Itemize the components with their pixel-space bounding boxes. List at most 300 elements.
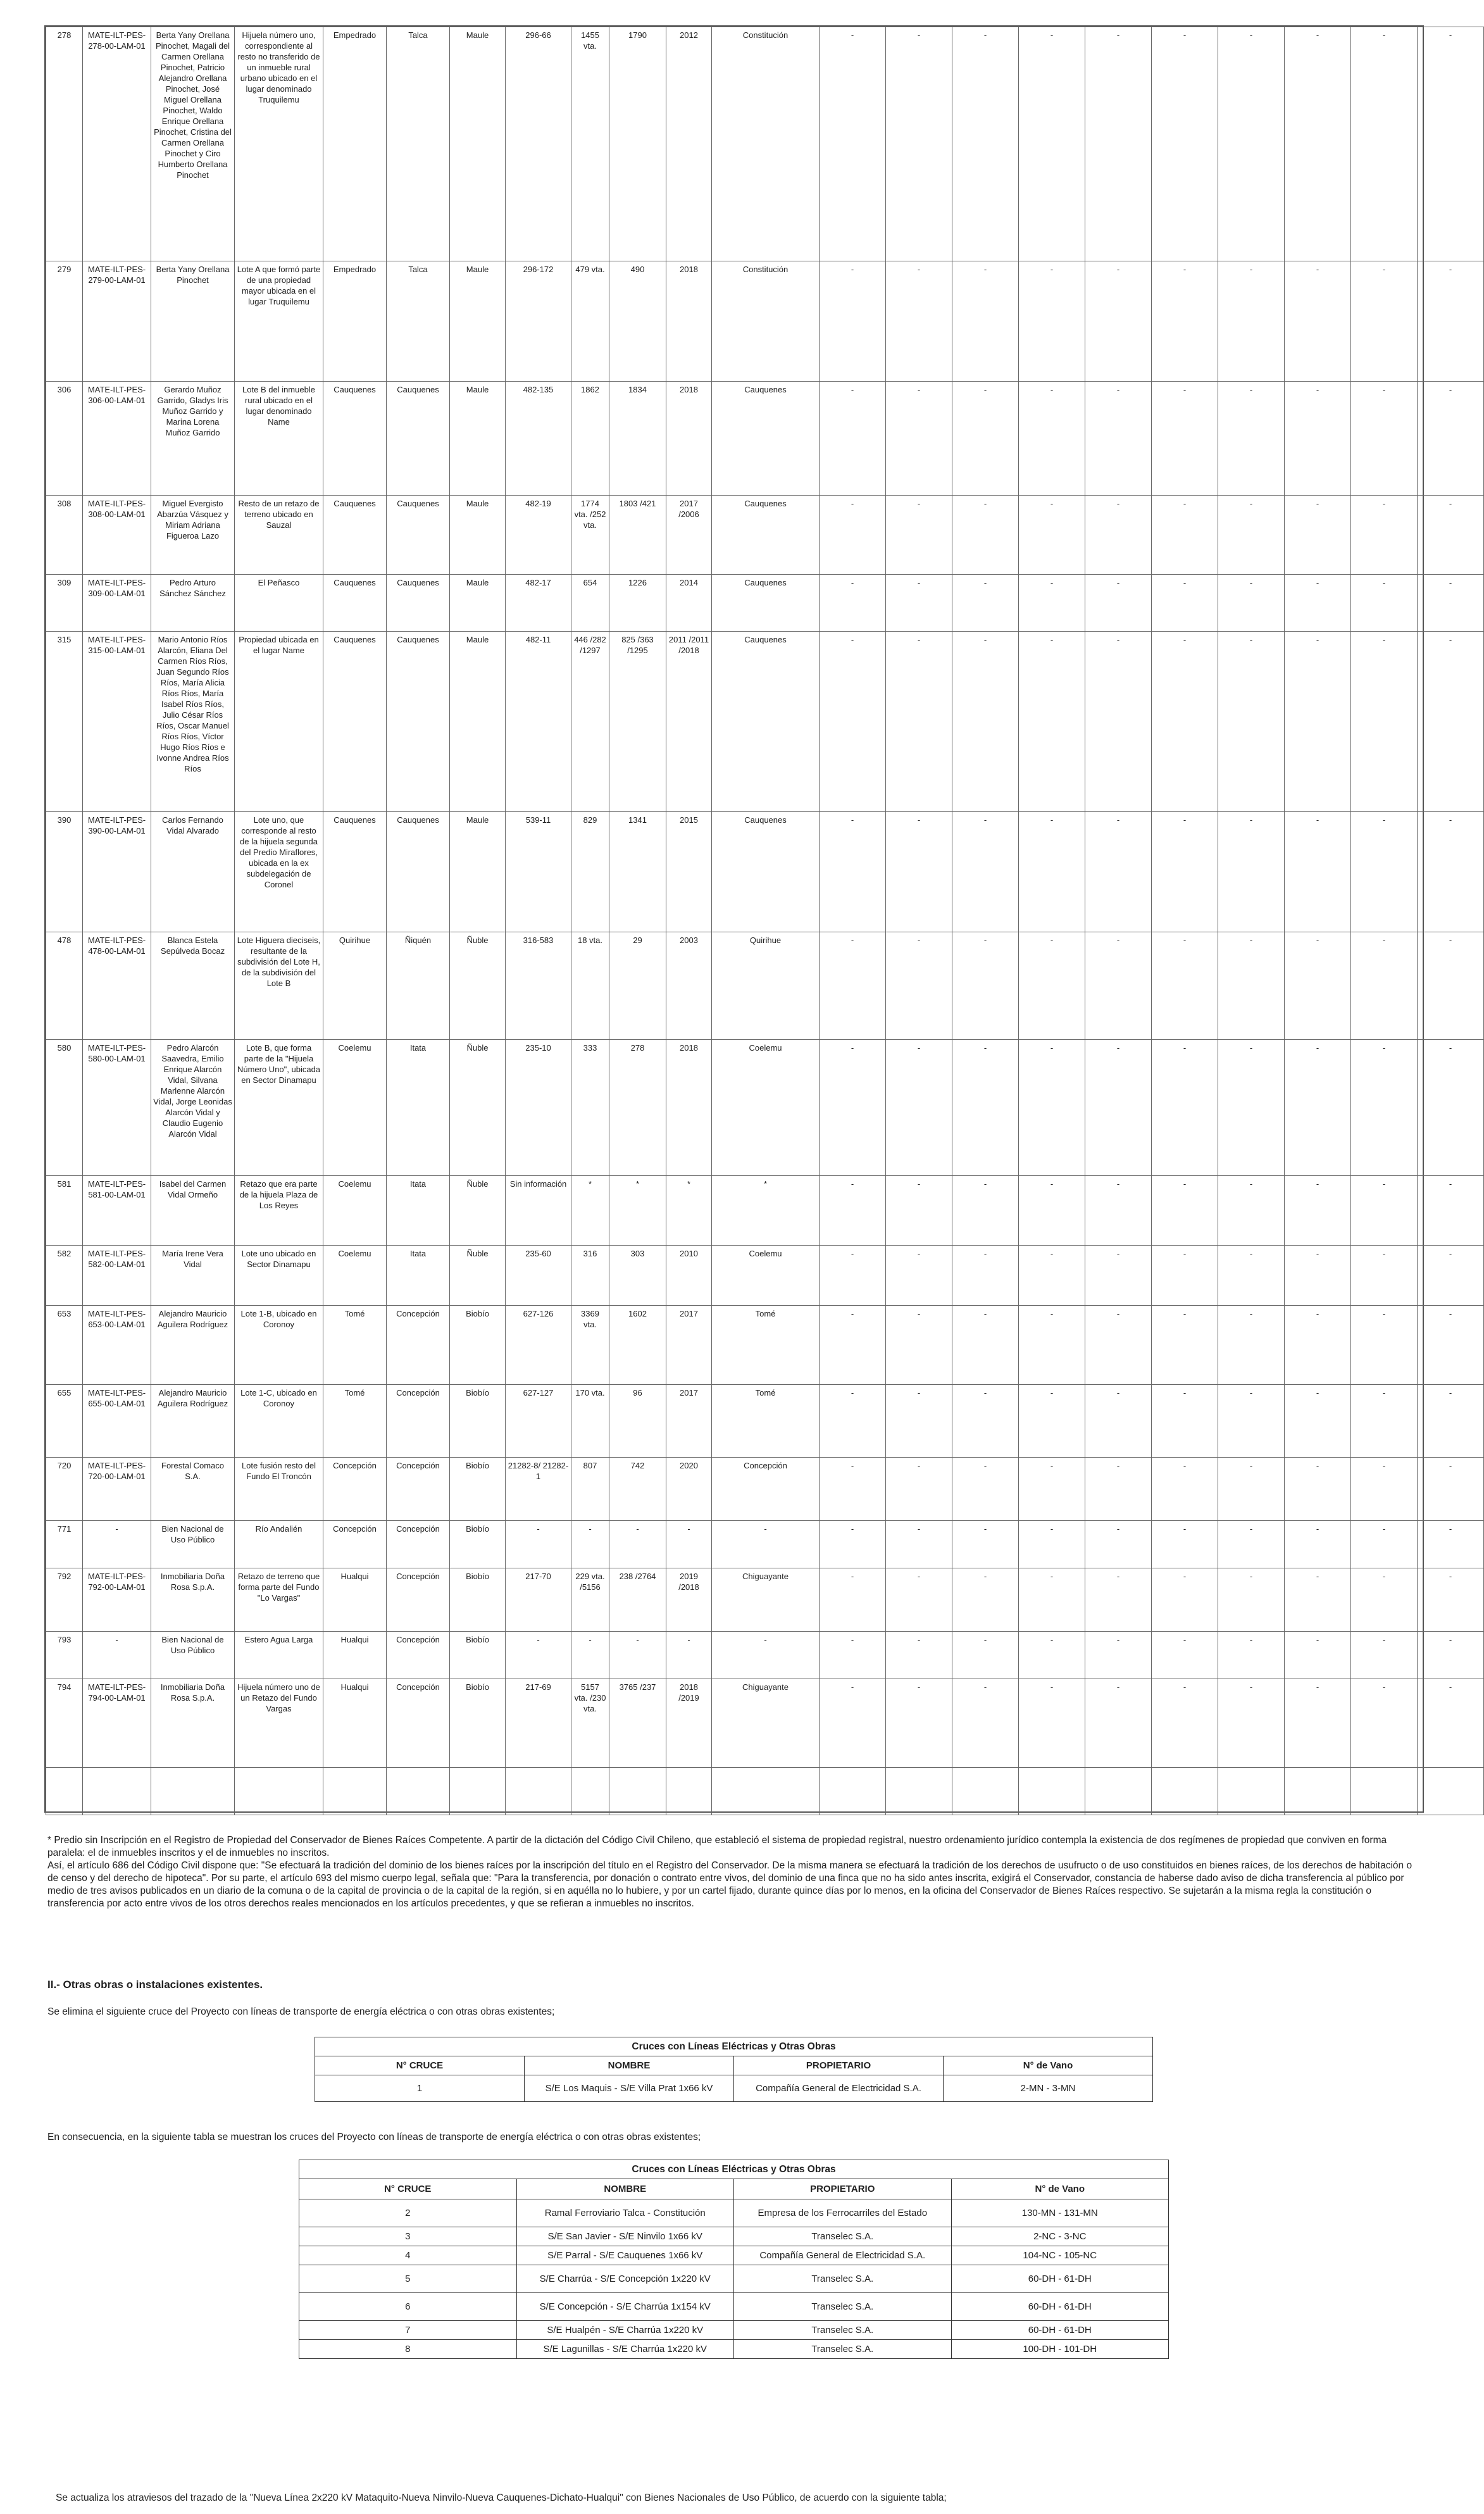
table-cell: 2 (299, 2199, 517, 2227)
table-cell: 807 (571, 1458, 609, 1521)
table-cell: 308 (46, 496, 83, 575)
table-cell: Concepción (387, 1521, 450, 1568)
empty-cell: - (1085, 632, 1152, 812)
empty-cell: - (1351, 1246, 1418, 1306)
table-cell: 482-11 (506, 632, 571, 812)
empty-cell: - (1152, 382, 1218, 496)
table-cell: Río Andalién (235, 1521, 323, 1568)
table-cell: Coelemu (712, 1040, 820, 1176)
table-cell: Ramal Ferroviario Talca - Constitución (516, 2199, 734, 2227)
table-cell: Ñuble (450, 1040, 506, 1176)
table-cell: 5 (299, 2265, 517, 2293)
empty-cell: - (1285, 1568, 1351, 1632)
table-caption: Cruces con Líneas Eléctricas y Otras Obras (299, 2160, 1169, 2179)
table-cell: Hijuela número uno, correspondiente al resto no transferido de un inmueble rural urbano ubicado en el lugar denominado Truquilemu (235, 27, 323, 261)
empty-cell: - (820, 812, 886, 932)
table-cell: Ñuble (450, 1176, 506, 1246)
table-cell: 2011 /2011 /2018 (666, 632, 712, 812)
table-cell: 1 (315, 2075, 525, 2102)
table-cell: Itata (387, 1040, 450, 1176)
table-row (299, 2340, 1169, 2359)
table-cell: Cauquenes (387, 496, 450, 575)
table-cell: 21282-8/ 21282-1 (506, 1458, 571, 1521)
empty-cell: - (886, 1306, 952, 1385)
table-cell: 130-MN - 131-MN (951, 2199, 1169, 2227)
empty-cell: - (1218, 1632, 1285, 1679)
table-cell: Transelec S.A. (734, 2293, 952, 2321)
table-cell: 2014 (666, 575, 712, 632)
table-row (46, 1632, 1484, 1679)
empty-cell: - (1285, 1040, 1351, 1176)
table-cell: Alejandro Mauricio Aguilera Rodríguez (151, 1306, 235, 1385)
table-cell: Biobío (450, 1679, 506, 1768)
table-cell: 1790 (609, 27, 666, 261)
table-cell: MATE-ILT-PES-794-00-LAM-01 (83, 1679, 151, 1768)
empty-cell: - (1152, 932, 1218, 1040)
empty-cell (1152, 1768, 1218, 1815)
empty-cell: - (886, 1679, 952, 1768)
table-cell: 2018 (666, 1040, 712, 1176)
empty-cell: - (952, 1632, 1019, 1679)
table-cell: Sin información (506, 1176, 571, 1246)
table-row (299, 2227, 1169, 2246)
table-cell: 3369 vta. (571, 1306, 609, 1385)
empty-cell: - (1351, 575, 1418, 632)
table-cell: 793 (46, 1632, 83, 1679)
empty-cell: - (1285, 261, 1351, 382)
empty-cell: - (820, 1385, 886, 1458)
empty-cell: - (1085, 1385, 1152, 1458)
table-cell: 2017 /2006 (666, 496, 712, 575)
table-cell: Concepción (387, 1568, 450, 1632)
table-cell: Maule (450, 632, 506, 812)
table-cell: MATE-ILT-PES-279-00-LAM-01 (83, 261, 151, 382)
empty-cell (820, 1768, 886, 1815)
empty-cell: - (1418, 1458, 1484, 1521)
table-cell: 479 vta. (571, 261, 609, 382)
table-cell: Concepción (387, 1632, 450, 1679)
table-cell: 581 (46, 1176, 83, 1246)
empty-cell: - (1019, 1458, 1085, 1521)
table-cell: 29 (609, 932, 666, 1040)
empty-cell: - (1019, 1521, 1085, 1568)
empty-cell: - (1152, 1385, 1218, 1458)
table-cell: MATE-ILT-PES-315-00-LAM-01 (83, 632, 151, 812)
table-cell: 1834 (609, 382, 666, 496)
empty-cell: - (1085, 932, 1152, 1040)
empty-cell: - (1218, 261, 1285, 382)
empty-cell: - (952, 575, 1019, 632)
empty-cell: - (1218, 382, 1285, 496)
table-cell: 2018 /2019 (666, 1679, 712, 1768)
empty-cell: - (886, 496, 952, 575)
empty-cell: - (886, 1246, 952, 1306)
empty-cell: - (1085, 1679, 1152, 1768)
table-cell: Biobío (450, 1632, 506, 1679)
table-cell: S/E Hualpén - S/E Charrúa 1x220 kV (516, 2321, 734, 2340)
empty-cell: - (820, 632, 886, 812)
table-cell: 306 (46, 382, 83, 496)
empty-cell (46, 1768, 83, 1815)
table-cell: MATE-ILT-PES-792-00-LAM-01 (83, 1568, 151, 1632)
table-cell: S/E Charrúa - S/E Concepción 1x220 kV (516, 2265, 734, 2293)
table-row (299, 2265, 1169, 2293)
empty-cell: - (1152, 1632, 1218, 1679)
table-cell: Quirihue (323, 932, 387, 1040)
empty-cell: - (1218, 1040, 1285, 1176)
empty-cell: - (1152, 632, 1218, 812)
table-cell: - (571, 1521, 609, 1568)
empty-cell: - (1019, 382, 1085, 496)
table-cell: MATE-ILT-PES-655-00-LAM-01 (83, 1385, 151, 1458)
empty-cell: - (1019, 1306, 1085, 1385)
table-cell: - (609, 1521, 666, 1568)
empty-cell: - (1218, 1385, 1285, 1458)
empty-cell: - (1218, 1568, 1285, 1632)
empty-cell (151, 1768, 235, 1815)
table-row (299, 2293, 1169, 2321)
empty-cell: - (952, 1385, 1019, 1458)
empty-cell: - (1285, 1246, 1351, 1306)
table-cell: Itata (387, 1176, 450, 1246)
empty-cell: - (886, 1458, 952, 1521)
crossings-table (299, 2160, 1169, 2359)
empty-cell: - (1418, 1040, 1484, 1176)
table-cell: Isabel del Carmen Vidal Ormeño (151, 1176, 235, 1246)
table-cell: 217-70 (506, 1568, 571, 1632)
table-cell: 1862 (571, 382, 609, 496)
empty-cell: - (1152, 1040, 1218, 1176)
empty-cell: - (1152, 1521, 1218, 1568)
empty-cell: - (1418, 382, 1484, 496)
empty-cell: - (1285, 496, 1351, 575)
empty-cell: - (1085, 1306, 1152, 1385)
table-cell: Retazo que era parte de la hijuela Plaza de Los Reyes (235, 1176, 323, 1246)
empty-cell: - (1418, 1521, 1484, 1568)
property-table (46, 27, 1484, 1815)
table-cell: 279 (46, 261, 83, 382)
empty-cell: - (1218, 632, 1285, 812)
table-cell: Tomé (712, 1385, 820, 1458)
table-row (46, 1458, 1484, 1521)
empty-cell: - (820, 1632, 886, 1679)
table-cell: 1602 (609, 1306, 666, 1385)
empty-cell: - (952, 812, 1019, 932)
empty-cell (1351, 1768, 1418, 1815)
table-cell: Cauquenes (712, 496, 820, 575)
table-cell: Lote 1-B, ubicado en Coronoy (235, 1306, 323, 1385)
empty-cell: - (1418, 632, 1484, 812)
table-cell: S/E San Javier - S/E Ninvilo 1x66 kV (516, 2227, 734, 2246)
empty-cell: - (820, 261, 886, 382)
empty-cell: - (1085, 1246, 1152, 1306)
table-cell: 825 /363 /1295 (609, 632, 666, 812)
empty-cell: - (820, 382, 886, 496)
empty-cell: - (952, 1679, 1019, 1768)
table-cell: Tomé (712, 1306, 820, 1385)
table-cell: 333 (571, 1040, 609, 1176)
table-row (46, 1176, 1484, 1246)
table-cell: 655 (46, 1385, 83, 1458)
table-cell: Compañía General de Electricidad S.A. (734, 2075, 944, 2102)
table-cell: 60-DH - 61-DH (951, 2265, 1169, 2293)
table-cell: 3765 /237 (609, 1679, 666, 1768)
empty-cell: - (1218, 1679, 1285, 1768)
table-cell: Transelec S.A. (734, 2321, 952, 2340)
table-cell: * (666, 1176, 712, 1246)
table-row (299, 2246, 1169, 2265)
empty-cell: - (1418, 1679, 1484, 1768)
col-header: PROPIETARIO (734, 2056, 944, 2075)
table-cell: MATE-ILT-PES-720-00-LAM-01 (83, 1458, 151, 1521)
empty-cell: - (1085, 261, 1152, 382)
table-cell: Ñuble (450, 932, 506, 1040)
table-cell: 104-NC - 105-NC (951, 2246, 1169, 2265)
table-cell: 1774 vta. /252 vta. (571, 496, 609, 575)
empty-cell: - (1019, 1568, 1085, 1632)
table-row (46, 1679, 1484, 1768)
empty-cell (666, 1768, 712, 1815)
table-cell: Chiguayante (712, 1568, 820, 1632)
table-cell: 1341 (609, 812, 666, 932)
table-cell: 170 vta. (571, 1385, 609, 1458)
table-cell: 771 (46, 1521, 83, 1568)
table-cell: Tomé (323, 1306, 387, 1385)
table-cell: 539-11 (506, 812, 571, 932)
table-cell: 18 vta. (571, 932, 609, 1040)
empty-cell: - (1418, 1246, 1484, 1306)
table-cell: Maule (450, 382, 506, 496)
table-cell: S/E Lagunillas - S/E Charrúa 1x220 kV (516, 2340, 734, 2359)
empty-cell: - (1351, 382, 1418, 496)
table-cell: Carlos Fernando Vidal Alvarado (151, 812, 235, 932)
empty-cell: - (1218, 932, 1285, 1040)
empty-cell: - (1218, 27, 1285, 261)
table-cell: MATE-ILT-PES-309-00-LAM-01 (83, 575, 151, 632)
empty-cell: - (1285, 1632, 1351, 1679)
empty-cell: - (1351, 261, 1418, 382)
empty-cell (235, 1768, 323, 1815)
table-cell: 5157 vta. /230 vta. (571, 1679, 609, 1768)
empty-cell: - (886, 1176, 952, 1246)
empty-cell: - (1085, 812, 1152, 932)
empty-cell: - (1085, 1632, 1152, 1679)
table-cell: Concepción (387, 1385, 450, 1458)
table-cell: 482-19 (506, 496, 571, 575)
table-cell: Hualqui (323, 1632, 387, 1679)
empty-cell: - (1351, 932, 1418, 1040)
empty-cell (609, 1768, 666, 1815)
empty-cell: - (952, 1246, 1019, 1306)
empty-cell: - (1351, 496, 1418, 575)
table-cell: Quirihue (712, 932, 820, 1040)
table-cell: 2020 (666, 1458, 712, 1521)
empty-cell: - (1285, 812, 1351, 932)
table-cell: 60-DH - 61-DH (951, 2321, 1169, 2340)
empty-cell: - (820, 575, 886, 632)
property-table-container (44, 25, 1452, 1813)
table-cell: - (571, 1632, 609, 1679)
empty-cell (506, 1768, 571, 1815)
table-cell: 238 /2764 (609, 1568, 666, 1632)
crossings-table-removed (315, 2037, 1153, 2102)
table-cell: Ñiquén (387, 932, 450, 1040)
table-cell: 720 (46, 1458, 83, 1521)
empty-cell: - (952, 1458, 1019, 1521)
table-cell: Resto de un retazo de terreno ubicado en Sauzal (235, 496, 323, 575)
empty-cell: - (1019, 812, 1085, 932)
empty-cell: - (1085, 1568, 1152, 1632)
table-cell: Cauquenes (387, 812, 450, 932)
table-cell: 1803 /421 (609, 496, 666, 575)
empty-cell: - (1285, 932, 1351, 1040)
empty-cell: - (1019, 27, 1085, 261)
empty-cell: - (820, 1040, 886, 1176)
empty-cell: - (820, 1458, 886, 1521)
table-cell: Lote Higuera dieciseis, resultante de la subdivisión del Lote H, de la subdivisión del Lote B (235, 932, 323, 1040)
col-header: PROPIETARIO (734, 2179, 952, 2199)
table-cell: Cauquenes (712, 632, 820, 812)
table-cell: Hualqui (323, 1679, 387, 1768)
table-cell: - (506, 1632, 571, 1679)
empty-cell (712, 1768, 820, 1815)
table-cell: MATE-ILT-PES-581-00-LAM-01 (83, 1176, 151, 1246)
empty-cell: - (952, 382, 1019, 496)
table-cell: 390 (46, 812, 83, 932)
empty-cell: - (1285, 1176, 1351, 1246)
table-cell: 482-135 (506, 382, 571, 496)
table-cell: 2017 (666, 1306, 712, 1385)
table-cell: Biobío (450, 1568, 506, 1632)
table-cell: 309 (46, 575, 83, 632)
empty-cell: - (886, 1385, 952, 1458)
empty-cell: - (886, 1632, 952, 1679)
empty-cell: - (1418, 496, 1484, 575)
empty-cell: - (1285, 27, 1351, 261)
table-cell: Empedrado (323, 261, 387, 382)
table-cell: 794 (46, 1679, 83, 1768)
table-cell: El Peñasco (235, 575, 323, 632)
table-cell: Mario Antonio Ríos Alarcón, Eliana Del Carmen Ríos Ríos, Juan Segundo Ríos Ríos, María Alicia Ríos Ríos, María Isabel Ríos Ríos, Julio César Ríos Ríos, Oscar Manuel Ríos Ríos, Víctor Hugo Ríos Ríos e Ivonne Andrea Ríos Ríos (151, 632, 235, 812)
table-row (46, 575, 1484, 632)
table-cell: 2018 (666, 382, 712, 496)
col-header: N° de Vano (944, 2056, 1153, 2075)
empty-cell: - (1351, 1679, 1418, 1768)
table-cell: MATE-ILT-PES-580-00-LAM-01 (83, 1040, 151, 1176)
table-cell: 60-DH - 61-DH (951, 2293, 1169, 2321)
table-cell: 792 (46, 1568, 83, 1632)
empty-cell: - (1418, 1176, 1484, 1246)
table-cell: Constitución (712, 27, 820, 261)
empty-cell: - (952, 496, 1019, 575)
table-cell: Concepción (323, 1458, 387, 1521)
table-cell: MATE-ILT-PES-306-00-LAM-01 (83, 382, 151, 496)
empty-cell: - (1218, 1458, 1285, 1521)
empty-cell: - (1418, 1385, 1484, 1458)
empty-cell: - (1152, 575, 1218, 632)
empty-cell: - (886, 812, 952, 932)
table-cell: MATE-ILT-PES-478-00-LAM-01 (83, 932, 151, 1040)
empty-cell: - (1085, 1458, 1152, 1521)
empty-cell: - (1152, 1246, 1218, 1306)
empty-cell: - (1351, 1568, 1418, 1632)
empty-cell (1085, 1768, 1152, 1815)
empty-cell: - (1152, 1306, 1218, 1385)
footnote (47, 1834, 1421, 1910)
empty-cell: - (1351, 1306, 1418, 1385)
empty-cell: - (1418, 261, 1484, 382)
empty-cell: - (1285, 632, 1351, 812)
table-caption: Cruces con Líneas Eléctricas y Otras Obras (315, 2037, 1153, 2056)
table-cell: Cauquenes (323, 575, 387, 632)
table-cell: MATE-ILT-PES-308-00-LAM-01 (83, 496, 151, 575)
empty-cell: - (952, 1040, 1019, 1176)
table-cell: Lote B del inmueble rural ubicado en el lugar denominado Name (235, 382, 323, 496)
empty-cell: - (1152, 812, 1218, 932)
table-cell: Biobío (450, 1306, 506, 1385)
table-cell: Chiguayante (712, 1679, 820, 1768)
col-header: N° CRUCE (315, 2056, 525, 2075)
empty-cell: - (1351, 1521, 1418, 1568)
table-cell: Berta Yany Orellana Pinochet, Magali del Carmen Orellana Pinochet, Patricio Alejandro Orellana Pinochet, José Miguel Orellana Pinochet, Waldo Enrique Orellana Pinochet, Cristina del Carmen Orellana Pinochet y Ciro Humberto Orellana Pinochet (151, 27, 235, 261)
empty-cell: - (1218, 1306, 1285, 1385)
table-cell: Berta Yany Orellana Pinochet (151, 261, 235, 382)
table-cell: 229 vta. /5156 (571, 1568, 609, 1632)
col-header: NOMBRE (516, 2179, 734, 2199)
table-cell: Transelec S.A. (734, 2227, 952, 2246)
empty-cell: - (1085, 1521, 1152, 1568)
table-cell: Cauquenes (387, 575, 450, 632)
table-cell: 2017 (666, 1385, 712, 1458)
table-row-blank (46, 1768, 1484, 1815)
empty-cell: - (820, 1246, 886, 1306)
table-cell: Maule (450, 261, 506, 382)
table-cell: 296-172 (506, 261, 571, 382)
empty-cell: - (1218, 496, 1285, 575)
table-cell: 217-69 (506, 1679, 571, 1768)
table-cell: - (666, 1632, 712, 1679)
table-row (46, 496, 1484, 575)
empty-cell: - (1218, 1521, 1285, 1568)
empty-cell: - (1085, 1176, 1152, 1246)
table-row (46, 932, 1484, 1040)
empty-cell: - (886, 382, 952, 496)
table-cell: Constitución (712, 261, 820, 382)
table-cell: Compañía General de Electricidad S.A. (734, 2246, 952, 2265)
table-cell: 4 (299, 2246, 517, 2265)
footnote-paragraph: Así, el artículo 686 del Código Civil dispone que: "Se efectuará la tradición del dominio de los bienes raíces por la inscripción del título en el Registro del Conservador. De la misma manera se efectuará la tradición de los derechos de usufructo o de uso constituidos en bienes raíces, de los derechos de habitación o de censo y del derecho de hipoteca". Por su parte, el artículo 693 del mismo cuerpo legal, señala que: "Para la transferencia, por donación o contrato entre vivos, del dominio de una finca que no ha sido antes inscrita, exigirá el Conservador, constancia de haberse dado aviso de dicha transferencia al público por medio de tres avisos publicados en un diario de la comuna o de la capital de provincia o de la capital de la región, si en aquélla no lo hubiere, y por un cartel fijado, durante quince días por lo menos, en la oficina del Conservador de Bienes Raíces respectivo. Se sujetarán a la misma regla la constitución o transferencia por acto entre vivos de los otros derechos reales mencionados en los artículos precedentes, y que se refieran a inmuebles no inscritos. (47, 1860, 1412, 1909)
table-cell: Ñuble (450, 1246, 506, 1306)
table-cell: Cauquenes (387, 632, 450, 812)
empty-cell: - (1152, 1458, 1218, 1521)
table-cell: Concepción (712, 1458, 820, 1521)
section-title: II.- Otras obras o instalaciones existentes. (47, 1979, 263, 1991)
table-row (46, 27, 1484, 261)
empty-cell: - (1085, 382, 1152, 496)
table-cell: Inmobiliaria Doña Rosa S.p.A. (151, 1568, 235, 1632)
table-cell: S/E Concepción - S/E Charrúa 1x154 kV (516, 2293, 734, 2321)
table-row (46, 1040, 1484, 1176)
empty-cell: - (1218, 812, 1285, 932)
empty-cell: - (886, 575, 952, 632)
empty-cell: - (952, 27, 1019, 261)
empty-cell: - (1152, 27, 1218, 261)
table-cell: 278 (609, 1040, 666, 1176)
table-row (46, 382, 1484, 496)
table-cell: Itata (387, 1246, 450, 1306)
table-cell: Transelec S.A. (734, 2265, 952, 2293)
empty-cell (1285, 1768, 1351, 1815)
